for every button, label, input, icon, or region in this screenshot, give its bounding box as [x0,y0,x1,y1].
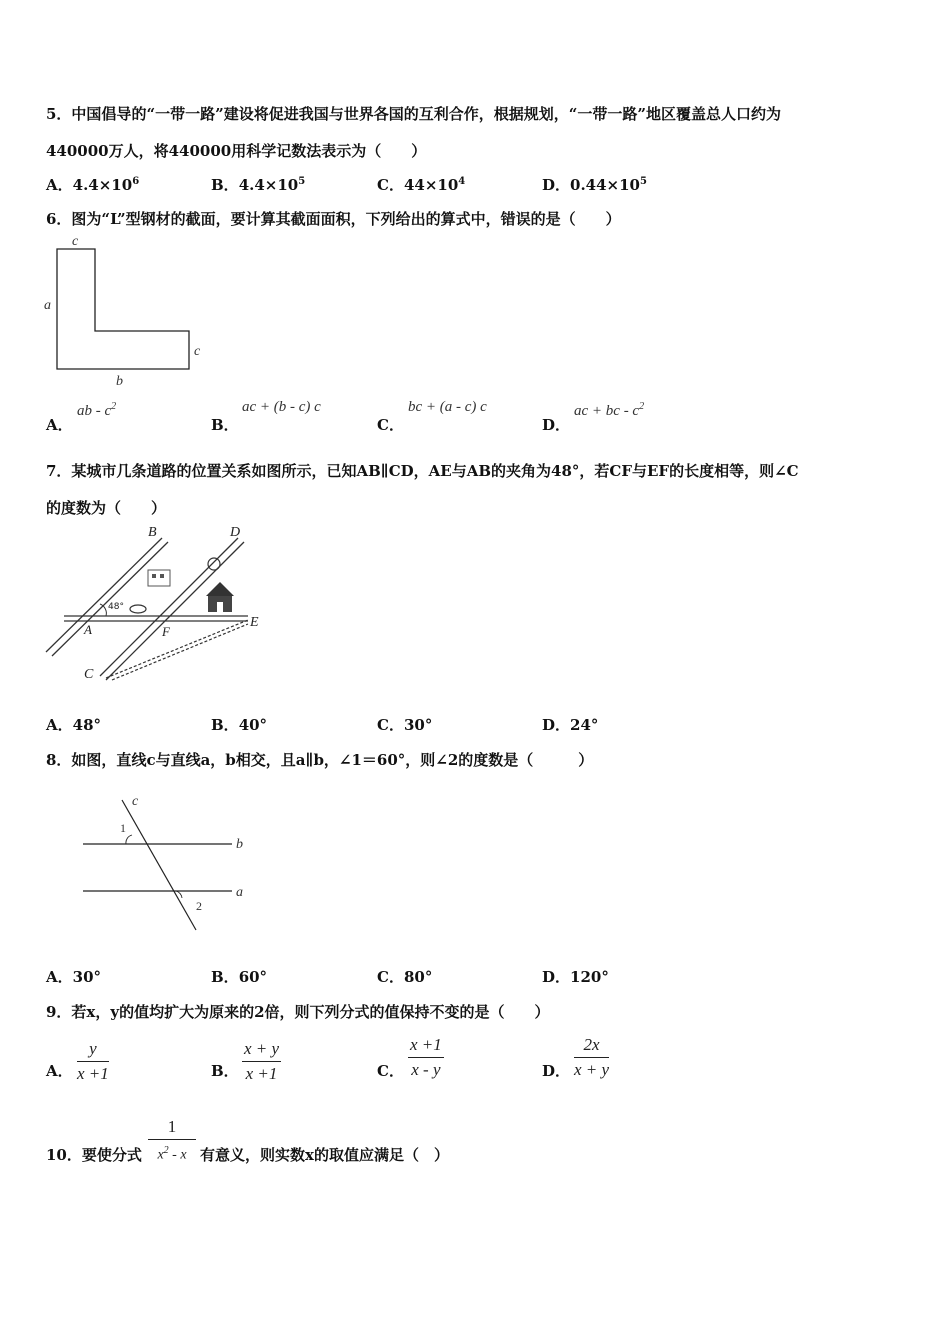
q7-option-a[interactable]: A．48° [46,716,102,734]
q8-stem: 8．如图，直线c与直线a，b相交，且a∥b，∠1＝60°，则∠2的度数是（ ） [46,751,594,769]
q6-option-b-expr: ac + (b - c) c [242,399,321,415]
building-icon [148,570,170,586]
q8-option-b[interactable]: B．60° [211,968,268,986]
q7-stem-line1: 7．某城市几条道路的位置关系如图所示，已知AB∥CD，AE与AB的夹角为48°，若CF与EF的长度相等，则∠C [46,462,799,480]
q9-option-b-label[interactable]: B． [211,1062,239,1080]
numerator: y [89,1039,97,1058]
denominator: x + y [574,1060,610,1079]
numerator: x + y [244,1039,280,1058]
label-c: C [84,667,94,682]
car-icon [130,605,146,613]
angle-1-arc [126,835,132,844]
q9-option-c-fraction [408,1035,444,1080]
q7-option-d[interactable]: D．24° [542,716,599,734]
tree-icon [208,558,220,570]
q6-l-shape-figure [40,232,210,392]
label-d: D [230,525,241,540]
q5-option-d[interactable]: D．$0.44\times 10^5$ [542,176,647,194]
road-ce-dashed2 [112,624,248,680]
denominator: x +1 [245,1064,278,1083]
q9-option-b-fraction [242,1039,281,1084]
q7-stem-line2: 的度数为（ ） [46,499,167,517]
q9-option-d-label[interactable]: D． [542,1062,571,1080]
q8-option-d[interactable]: D．120° [542,968,609,986]
label-e: E [250,615,259,630]
label-b: b [236,837,243,852]
q5-stem-line1: 5．中国倡导的“一带一路”建设将促进我国与世界各国的互利合作，根据规划，“一带一路”地区覆盖总人口约为 [46,105,781,123]
label-b: B [148,525,157,540]
line-c [122,800,196,930]
road-ab-edge2 [52,542,168,656]
q10-stem-suffix: 有意义，则实数x的取值应满足（ ） [200,1146,449,1164]
q9-option-a-fraction [77,1039,109,1084]
label-c: c [132,794,139,809]
label-left-a: a [44,298,51,313]
numerator: x +1 [410,1035,442,1054]
angle-48-arc [100,604,106,616]
q7-option-c[interactable]: C．30° [377,716,433,734]
denominator: x +1 [77,1064,109,1083]
label-a: a [236,885,243,900]
q6-option-a-label[interactable]: A． [46,416,73,434]
label-f: F [162,624,170,639]
building-window-icon [152,574,156,578]
q9-stem: 9．若x，y的值均扩大为原来的2倍，则下列分式的值保持不变的是（ ） [46,1003,550,1021]
label-2: 2 [196,899,202,913]
q5-option-a[interactable]: A．$4.4\times 10^6$ [46,176,140,194]
denominator: $x^2$ - x [157,1145,187,1163]
q8-option-c[interactable]: C．80° [377,968,433,986]
numerator: 2x [583,1035,600,1054]
q10-stem-prefix: 10．要使分式 [46,1146,142,1164]
label-right-c: c [194,344,201,359]
label-top-c: c [72,234,79,249]
q6-option-c-expr: bc + (a - c) c [408,399,487,415]
q9-option-d-fraction [574,1035,609,1080]
q8-parallel-lines-figure [80,790,260,935]
q5-option-b[interactable]: B．$4.4\times 10^5$ [211,176,306,194]
q7-road-figure [44,520,274,685]
q6-option-d-label[interactable]: D． [542,416,571,434]
q6-option-a-expr: ab - $c^2$ [77,401,117,419]
denominator: x - y [411,1060,441,1079]
q6-option-b-label[interactable]: B． [211,416,239,434]
q7-option-b[interactable]: B．40° [211,716,268,734]
l-shape-outline [57,249,189,369]
q6-option-d-expr: ac + bc - $c^2$ [574,401,645,419]
label-angle-48: 48° [108,602,124,612]
house-roof-icon [206,582,234,596]
q6-option-c-label[interactable]: C． [377,416,404,434]
q9-option-c-label[interactable]: C． [377,1062,404,1080]
q6-stem: 6．图为“L”型钢材的截面，要计算其截面面积，下列给出的算式中，错误的是（ ） [46,210,621,228]
numerator: 1 [167,1117,177,1136]
q9-option-a-label[interactable]: A． [46,1062,73,1080]
label-1: 1 [120,821,126,835]
q5-option-c[interactable]: C．$44\times 10^4$ [377,176,466,194]
q5-stem-line2: 440000万人，将440000用科学记数法表示为（ ） [46,142,427,160]
road-ab-edge1 [46,538,162,652]
q10-fraction [148,1117,196,1165]
label-bottom-b: b [116,374,123,389]
house-door-icon [217,602,223,612]
building-window-icon [160,574,164,578]
q8-option-a[interactable]: A．30° [46,968,102,986]
label-a: A [84,622,92,637]
